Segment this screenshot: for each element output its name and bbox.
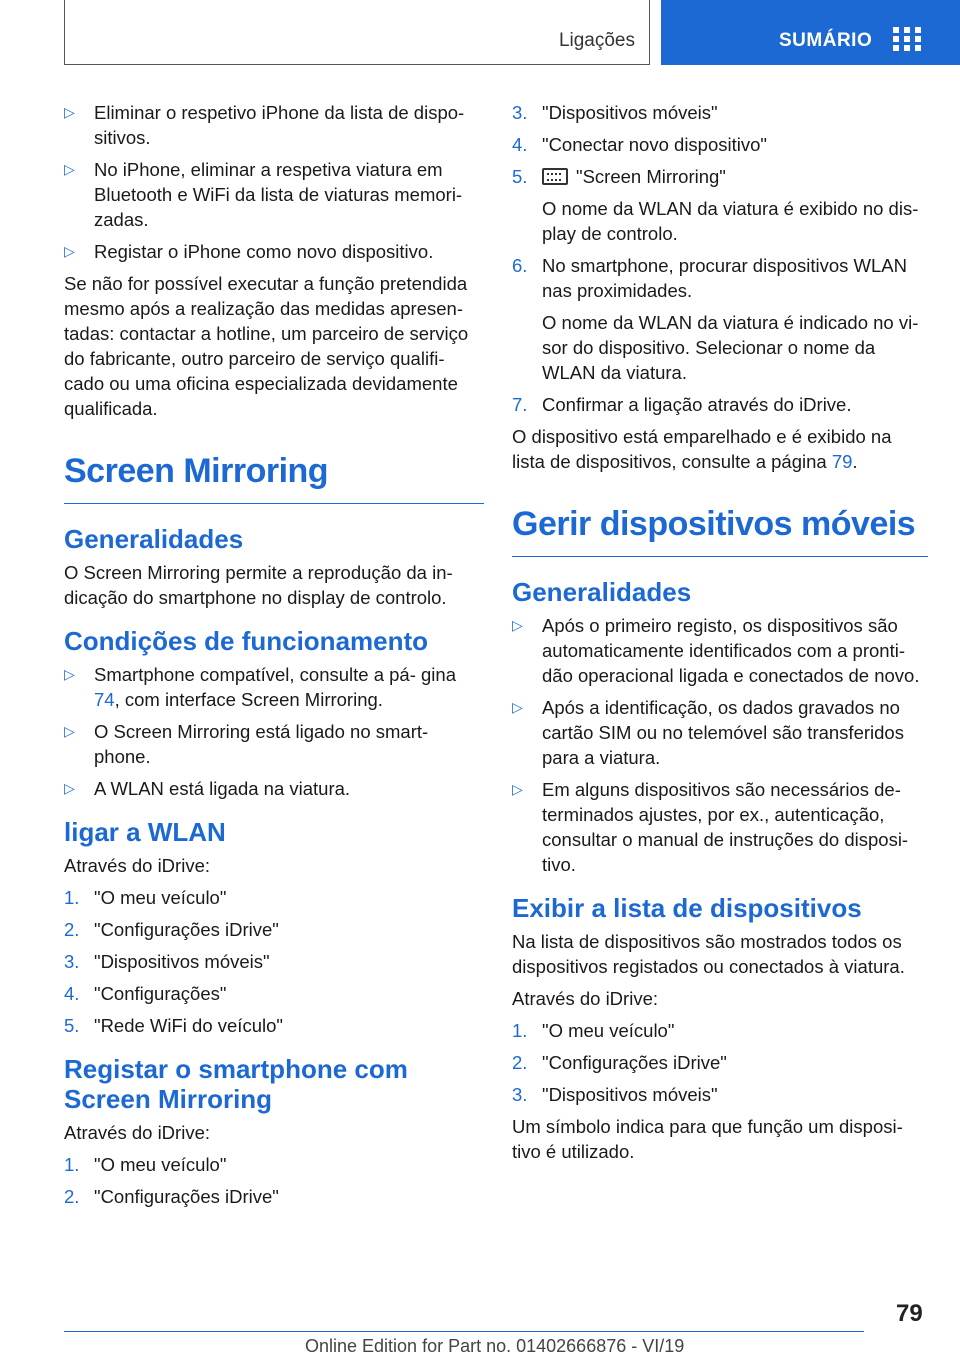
step-item: 2. "Configurações iDrive" xyxy=(512,1052,727,1073)
list-item: ▷ Em alguns dispositivos são necessários de‐ terminados ajustes, por ex., autenticação, consultar o manual de instruções do disposi‐ tivo. xyxy=(512,779,909,875)
page-number: 79 xyxy=(896,1300,923,1327)
step-item: 2. "Configurações iDrive" xyxy=(64,919,279,940)
bullet-triangle-icon: ▷ xyxy=(512,699,523,715)
bullet-triangle-icon: ▷ xyxy=(64,723,75,739)
step-item: 2. "Configurações iDrive" xyxy=(64,1186,279,1207)
summary-label: SUMÁRIO xyxy=(779,30,873,51)
symbol-paragraph: Um símbolo indica para que função um disposi‐ tivo é utilizado. xyxy=(512,1116,903,1162)
heading-general: Generalidades xyxy=(64,524,244,554)
paired-paragraph: O dispositivo está emparelhado e é exibido na lista de dispositivos, consulte a página 79. xyxy=(512,426,892,472)
heading-general: Generalidades xyxy=(512,577,692,607)
step-item: 1. "O meu veículo" xyxy=(64,887,227,908)
step-item: 4. "Configurações" xyxy=(64,983,227,1004)
step-item: 1. "O meu veículo" xyxy=(512,1020,675,1041)
step-note: O nome da WLAN da viatura é indicado no vi‐ sor do dispositivo. Selecionar o nome da WLAN da viatura. xyxy=(542,312,919,383)
general-paragraph: O Screen Mirroring permite a reprodução da in‐ dicação do smartphone no display de controlo. xyxy=(64,562,453,608)
device-list-paragraph: Na lista de dispositivos são mostrados todos os dispositivos registados ou conectados à viatura. xyxy=(512,931,905,977)
footer-edition: Online Edition for Part no. 01402666876 - VI/19 xyxy=(305,1336,685,1356)
bullet-triangle-icon: ▷ xyxy=(64,666,75,682)
screen-mirroring-icon xyxy=(542,168,568,185)
step-note: O nome da WLAN da viatura é exibido no dis‐ play de controlo. xyxy=(542,198,919,244)
section-title-screen-mirroring: Screen Mirroring xyxy=(64,451,484,504)
step-item: 1. "O meu veículo" xyxy=(64,1154,227,1175)
list-item: ▷ O Screen Mirroring está ligado no smart‐ phone. xyxy=(64,721,429,767)
section-title-manage-devices: Gerir dispositivos móveis xyxy=(512,504,928,557)
list-item: ▷ Registar o iPhone como novo dispositivo. xyxy=(64,241,434,262)
right-column xyxy=(512,100,928,1171)
page-link-74[interactable]: 74 xyxy=(94,689,115,710)
chapter-title: Ligações xyxy=(558,30,635,51)
step-item: 4. "Conectar novo dispositivo" xyxy=(512,134,767,155)
page-header xyxy=(0,0,960,66)
bullet-triangle-icon: ▷ xyxy=(64,243,75,259)
list-item: ▷ Smartphone compatível, consulte a pá‐ gina 74, com interface Screen Mirroring. xyxy=(64,664,456,710)
heading-conditions: Condições de funcionamento xyxy=(64,626,429,656)
bullet-triangle-icon: ▷ xyxy=(64,780,75,796)
left-column xyxy=(64,100,484,1216)
heading-register: Registar o smartphone com Screen Mirroring xyxy=(64,1054,408,1114)
list-item: ▷ A WLAN está ligada na viatura. xyxy=(64,778,351,799)
step-item: 5. "Rede WiFi do veículo" xyxy=(64,1015,283,1036)
step-item: 5. "Screen Mirroring" xyxy=(512,166,726,187)
footer-divider xyxy=(64,1331,864,1332)
via-idrive-label: Através do iDrive: xyxy=(64,855,210,876)
step-item: 3. "Dispositivos móveis" xyxy=(64,951,270,972)
list-item: ▷ No iPhone, eliminar a respetiva viatura em Bluetooth e WiFi da lista de viaturas memori‐ zadas. xyxy=(64,159,463,230)
list-item: ▷ Eliminar o respetivo iPhone da lista de dispo‐ sitivos. xyxy=(64,102,465,148)
bullet-triangle-icon: ▷ xyxy=(512,781,523,797)
bullet-triangle-icon: ▷ xyxy=(64,104,75,120)
via-idrive-label: Através do iDrive: xyxy=(512,988,658,1009)
heading-wlan: ligar a WLAN xyxy=(64,817,226,847)
support-paragraph: Se não for possível executar a função pretendida mesmo após a realização das medidas apresen‐ tadas: contactar a hotline, um parceiro de serviço do fabricante, outro parceiro de serviço qualifi‐ cado ou uma oficina especializada devidamente qualificada. xyxy=(64,273,469,419)
heading-device-list: Exibir a lista de dispositivos xyxy=(512,893,862,923)
via-idrive-label: Através do iDrive: xyxy=(64,1122,210,1143)
list-item: ▷ Após o primeiro registo, os dispositivos são automaticamente identificados com a pronti‐ dão operacional ligada e conectados de novo. xyxy=(512,615,920,686)
bullet-triangle-icon: ▷ xyxy=(512,617,523,633)
page-link-79[interactable]: 79 xyxy=(831,451,853,472)
step-item: 3. "Dispositivos móveis" xyxy=(512,1084,718,1105)
grid-menu-icon xyxy=(893,27,921,51)
summary-button[interactable] xyxy=(661,0,960,65)
step-item: 3. "Dispositivos móveis" xyxy=(512,102,718,123)
bullet-triangle-icon: ▷ xyxy=(64,161,75,177)
chapter-tab[interactable] xyxy=(64,0,650,65)
list-item: ▷ Após a identificação, os dados gravados no cartão SIM ou no telemóvel são transferidos para a viatura. xyxy=(512,697,904,768)
step-item: 7. Confirmar a ligação através do iDrive. xyxy=(512,394,852,415)
step-item: 6. No smartphone, procurar dispositivos WLAN nas proximidades. xyxy=(512,255,908,301)
